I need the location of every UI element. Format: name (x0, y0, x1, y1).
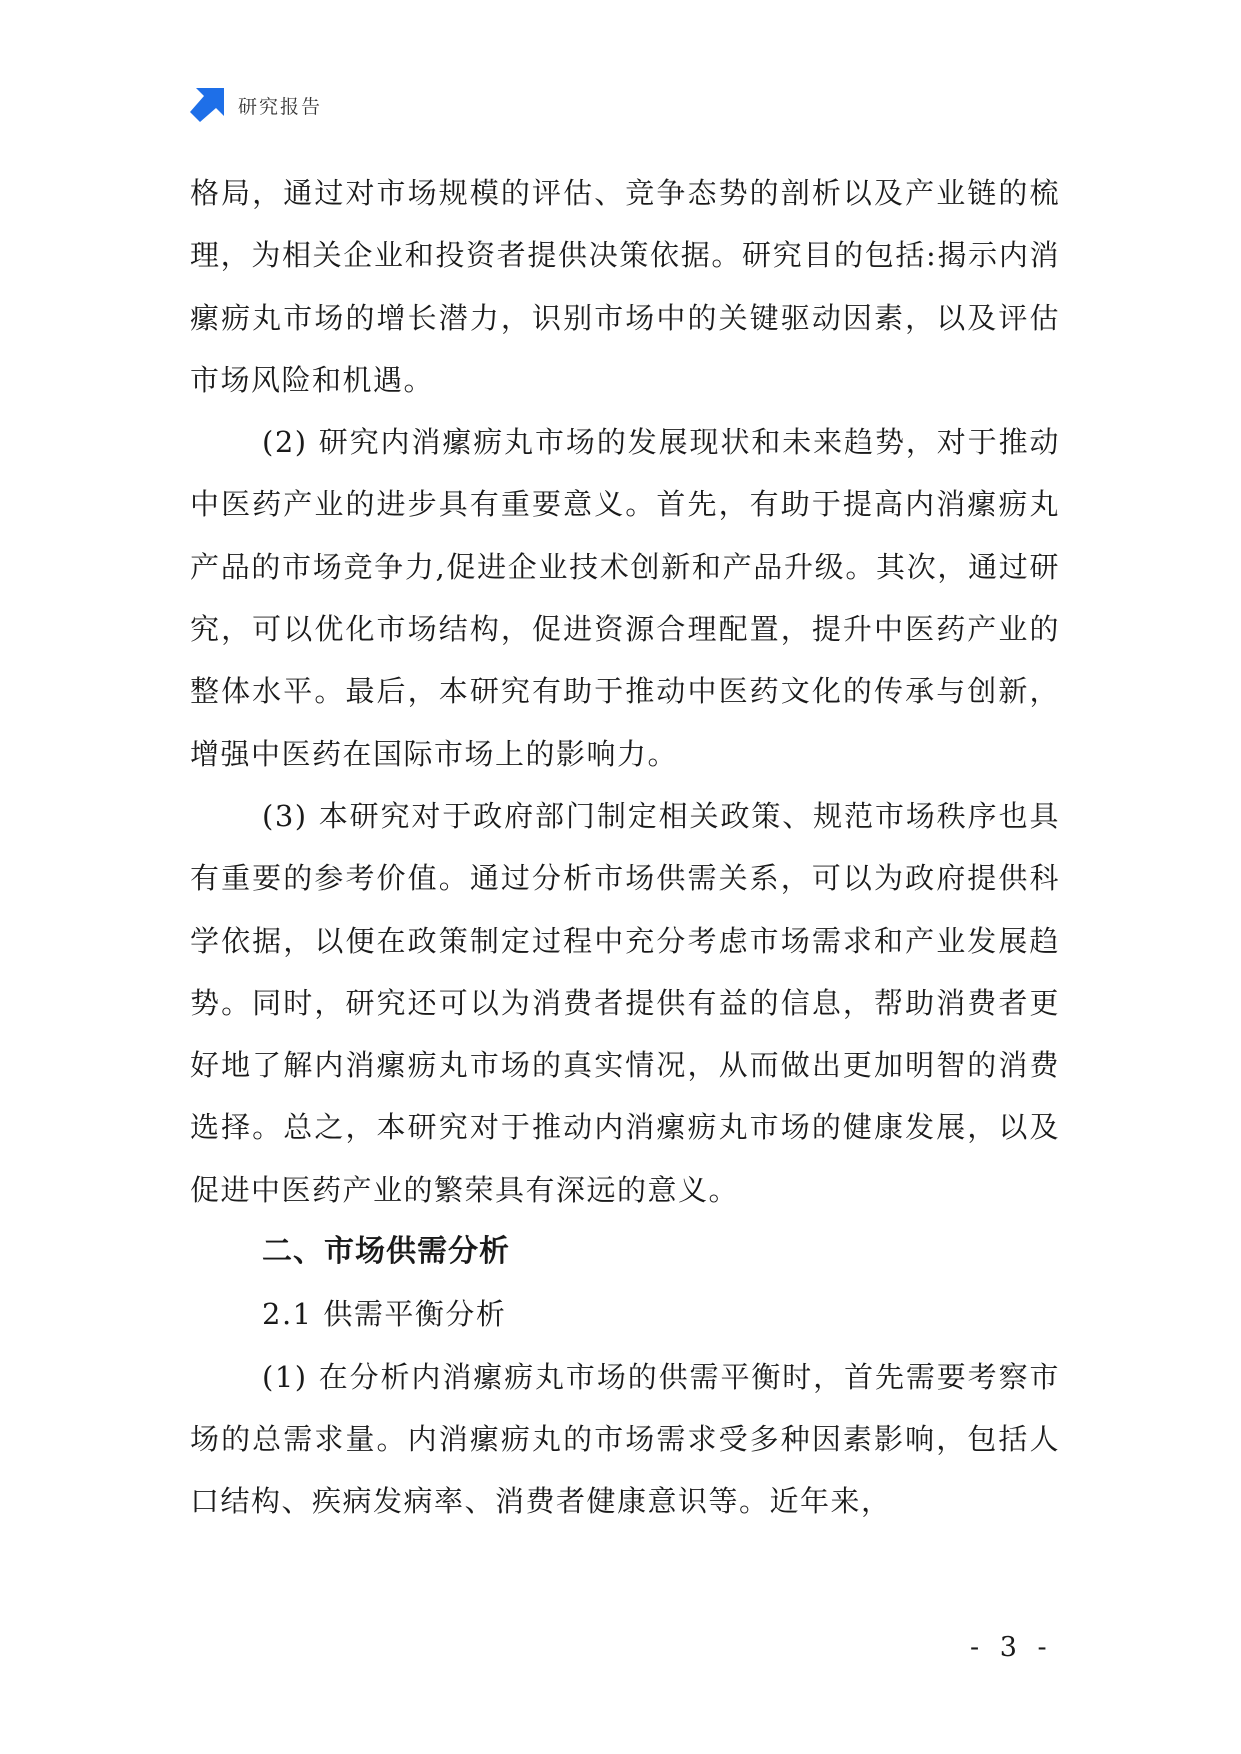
document-body (190, 162, 1060, 1533)
paragraph-1: 格局，通过对市场规模的评估、竞争态势的剖析以及产业链的梳理，为相关企业和投资者提供决策依据。研究目的包括:揭示内消瘰疬丸市场的增长潜力，识别市场中的关键驱动因素，以及评估市场风险和机遇。 (190, 176, 1060, 397)
report-header (190, 88, 322, 122)
paragraph-3: (3) 本研究对于政府部门制定相关政策、规范市场秩序也具有重要的参考价值。通过分析市场供需关系，可以为政府提供科学依据，以便在政策制定过程中充分考虑市场需求和产业发展趋势。同时，研究还可以为消费者提供有益的信息，帮助消费者更好地了解内消瘰疬丸市场的真实情况，从而做出更加明智的消费选择。总之，本研究对于推动内消瘰疬丸市场的健康发展，以及促进中医药产业的繁荣具有深远的意义。 (190, 798, 1060, 1207)
paragraph-2: (2) 研究内消瘰疬丸市场的发展现状和未来趋势，对于推动中医药产业的进步具有重要意义。首先，有助于提高内消瘰疬丸产品的市场竞争力,促进企业技术创新和产品升级。其次，通过研究，可以优化市场结构，促进资源合理配置，提升中医药产业的整体水平。最后，本研究有助于推动中医药文化的传承与创新，增强中医药在国际市场上的影响力。 (190, 425, 1060, 771)
header-label: 研究报告 (238, 95, 323, 118)
subsection-heading: 2.1 供需平衡分析 (262, 1297, 507, 1332)
paragraph-4: (1) 在分析内消瘰疬丸市场的供需平衡时，首先需要考察市场的总需求量。内消瘰疬丸的市场需求受多种因素影响，包括人口结构、疾病发病率、消费者健康意识等。近年来， (190, 1359, 1060, 1519)
section-heading: 二、市场供需分析 (262, 1234, 510, 1270)
arrow-up-right-icon (190, 88, 224, 122)
page-number: - 3 - (970, 1632, 1053, 1663)
